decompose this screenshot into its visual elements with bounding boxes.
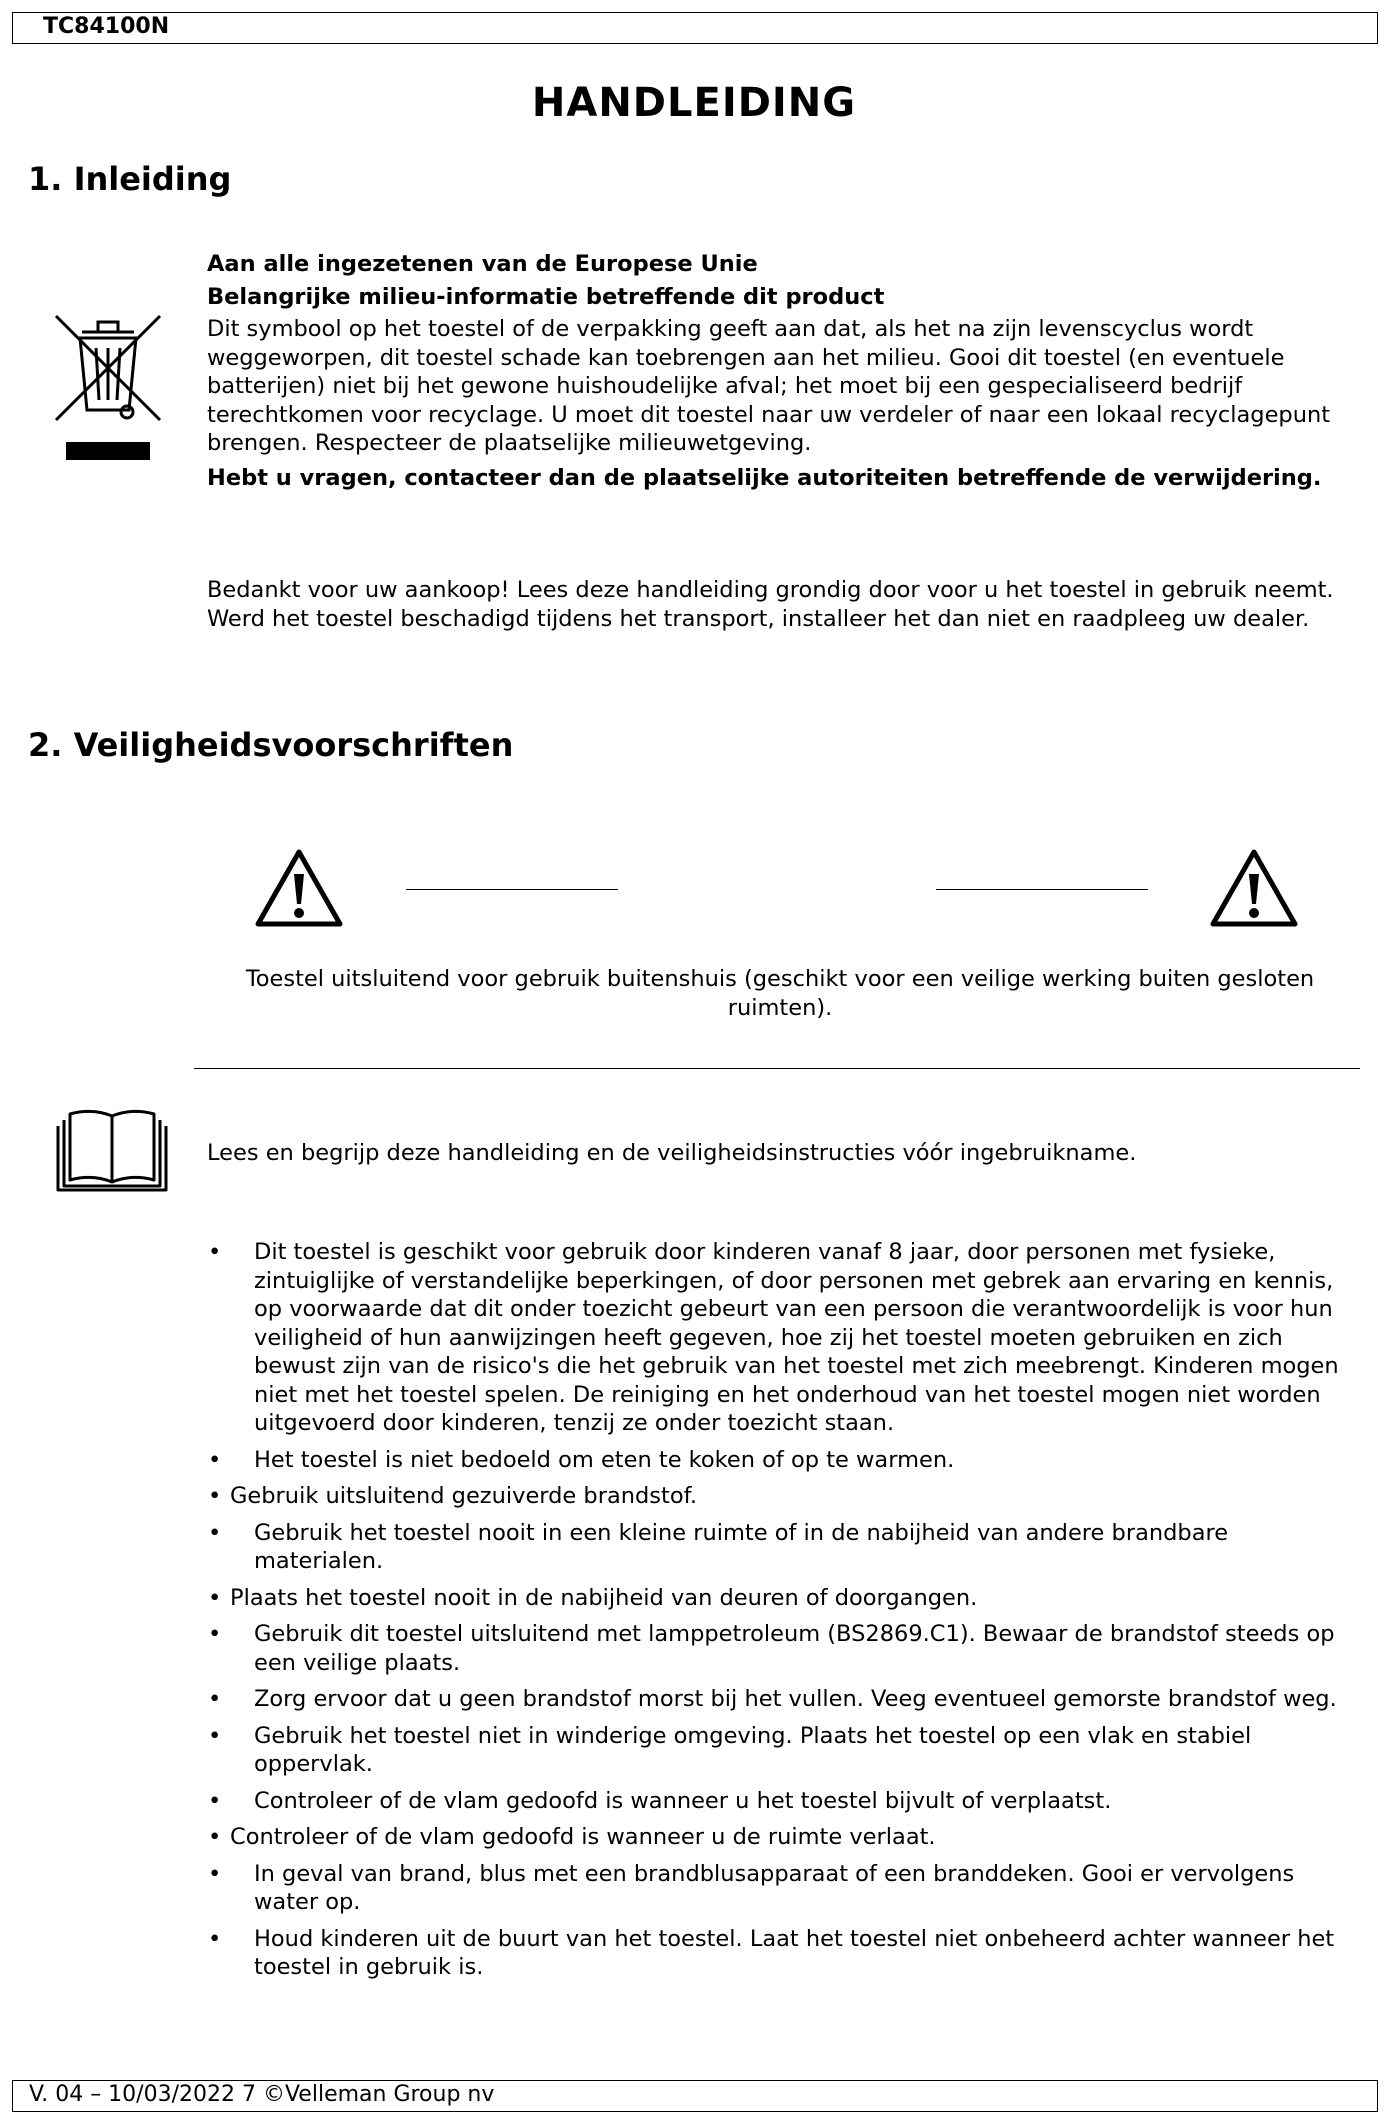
list-item: • Houd kinderen uit de buurt van het toestel. Laat het toestel niet onbeheerd achter wanneer het toestel in gebruik is.	[200, 1925, 1360, 1982]
list-item: • Gebruik het toestel nooit in een kleine ruimte of in de nabijheid van andere brandbare materialen.	[200, 1519, 1360, 1576]
list-item: • Gebruik het toestel niet in winderige omgeving. Plaats het toestel op een vlak en stabiel oppervlak.	[200, 1722, 1360, 1779]
read-manual-book-icon	[56, 1106, 168, 1192]
eu-subheading: Belangrijke milieu-informatie betreffende dit product	[207, 283, 885, 310]
list-item: • Dit toestel is geschikt voor gebruik door kinderen vanaf 8 jaar, door personen met fysieke, zintuiglijke of verstandelijke beperkingen, of door personen met gebrek aan ervaring en kennis, op voorwaarde dat dit onder toezicht gebeurt van een persoon die verantwoordelijk is voor hun veiligheid of hun aanwijzingen heeft gegeven, hoe zij het toestel moeten gebruiken en zich bewust zijn van de risico's die het gebruik van het toestel met zich meebrengt. Kinderen mogen niet met het toestel spelen. De reiniging en het onderhoud van het toestel mogen niet worden uitgevoerd door kinderen, tenzij ze onder toezicht staan.	[200, 1238, 1360, 1438]
list-item: • In geval van brand, blus met een brandblusapparaat of een branddeken. Gooi er vervolgens water op.	[200, 1860, 1360, 1917]
document-title: HANDLEIDING	[531, 80, 857, 126]
section-heading-introduction: 1. Inleiding	[28, 160, 232, 198]
list-item: • Controleer of de vlam gedoofd is wanneer u de ruimte verlaat.	[200, 1823, 1360, 1852]
outdoor-use-notice: Toestel uitsluitend voor gebruik buitenshuis (geschikt voor een veilige werking buiten gesloten ruimten).	[245, 966, 1315, 1021]
list-item: • Het toestel is niet bedoeld om eten te koken of op te warmen.	[200, 1446, 1360, 1475]
eu-questions-text: Hebt u vragen, contacteer dan de plaatselijke autoriteiten betreffende de verwijdering.	[207, 464, 1322, 491]
eu-information-block	[207, 250, 1357, 492]
model-number: TC84100N	[43, 14, 170, 39]
header-model-box	[12, 12, 1378, 44]
weee-bin-icon	[52, 312, 164, 462]
warning-divider-left	[406, 889, 618, 890]
footer-text: V. 04 – 10/03/2022 7 ©Velleman Group nv	[29, 2082, 495, 2107]
thanks-paragraph: Bedankt voor uw aankoop! Lees deze handleiding grondig door voor u het toestel in gebruik neemt. Werd het toestel beschadigd tijdens het transport, installeer het dan niet en raadpleeg uw dealer.	[207, 577, 1334, 632]
section-heading-safety: 2. Veiligheidsvoorschriften	[28, 726, 514, 764]
list-item: • Gebruik uitsluitend gezuiverde brandstof.	[200, 1482, 1360, 1511]
warning-triangle-icon	[1209, 848, 1299, 928]
list-item: • Controleer of de vlam gedoofd is wanneer u het toestel bijvult of verplaatst.	[200, 1787, 1360, 1816]
safety-instructions-list	[200, 1238, 1360, 1990]
warning-triangle-icon	[254, 848, 344, 928]
footer-box	[12, 2080, 1378, 2112]
eu-heading: Aan alle ingezetenen van de Europese Unie	[207, 251, 758, 277]
read-manual-notice: Lees en begrijp deze handleiding en de veiligheidsinstructies vóór ingebruikname.	[207, 1140, 1137, 1166]
list-item: • Plaats het toestel nooit in de nabijheid van deuren of doorgangen.	[200, 1584, 1360, 1613]
list-item: • Gebruik dit toestel uitsluitend met lamppetroleum (BS2869.C1). Bewaar de brandstof steeds op een veilige plaats.	[200, 1620, 1360, 1677]
list-item: • Zorg ervoor dat u geen brandstof morst bij het vullen. Veeg eventueel gemorste brandstof weg.	[200, 1685, 1360, 1714]
eu-body-text: Dit symbool op het toestel of de verpakking geeft aan dat, als het na zijn levenscyclus wordt weggeworpen, dit toestel schade kan toebrengen aan het milieu. Gooi dit toestel (en eventuele batterijen) niet bij het gewone huishoudelijke afval; het moet bij een gespecialiseerd bedrijf terechtkomen voor recyclage. U moet dit toestel naar uw verdeler of naar een lokaal recyclagepunt brengen. Respecteer de plaatselijke milieuwetgeving.	[207, 316, 1331, 456]
warning-divider-right	[936, 889, 1148, 890]
section-divider	[194, 1068, 1360, 1069]
